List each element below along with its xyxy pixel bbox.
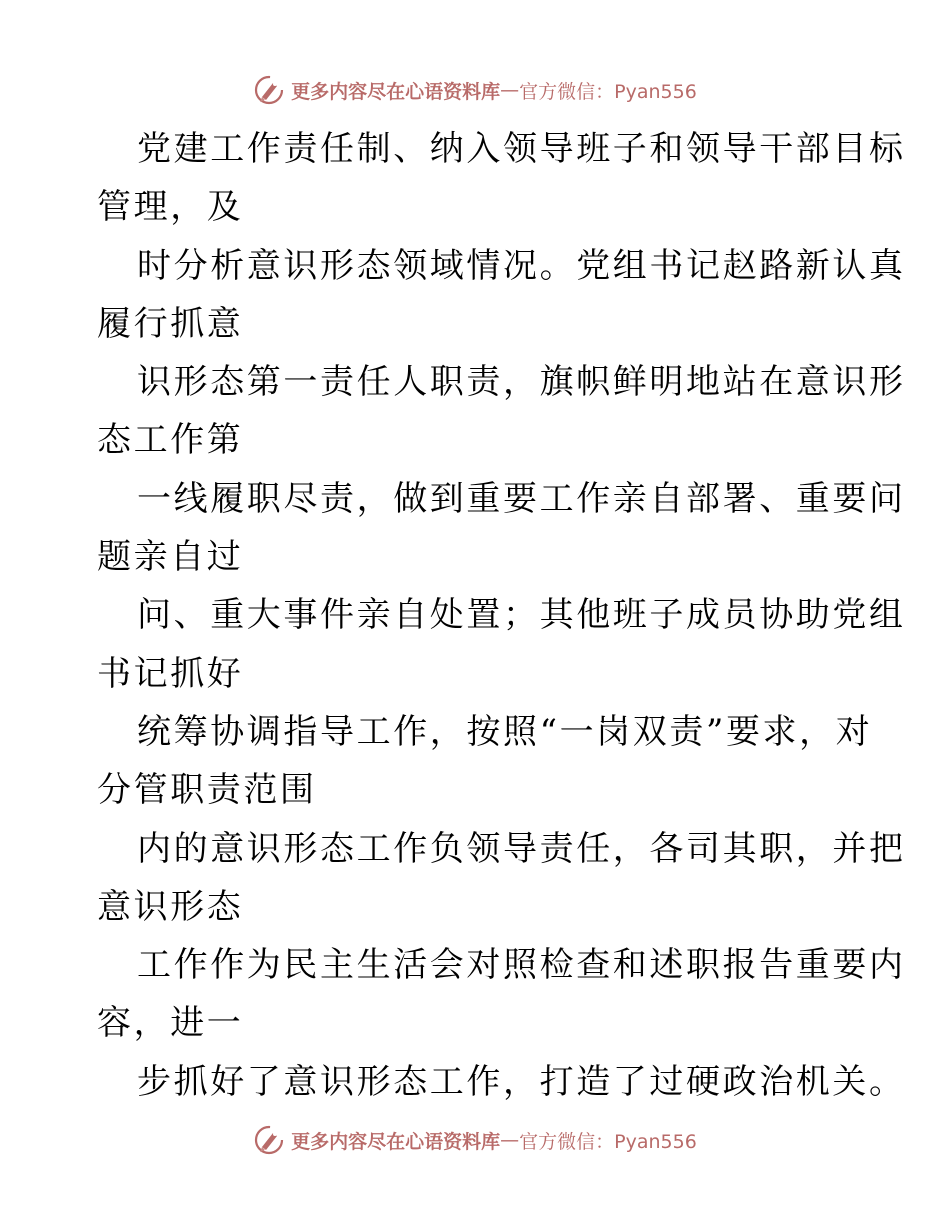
- text-line-16: 容，进一: [97, 1003, 244, 1044]
- footer-contact: 官方微信：Pyan556: [519, 1130, 697, 1153]
- text-line-10: 书记抓好: [97, 653, 244, 694]
- document-body: [97, 120, 906, 1111]
- header-contact: 官方微信：Pyan556: [519, 80, 697, 103]
- text-line-2: 管理，及: [97, 187, 244, 228]
- pen-logo-icon: [253, 1124, 285, 1156]
- text-line-12: 分管职责范围: [97, 770, 317, 811]
- text-line-6: 态工作第: [97, 420, 244, 461]
- footer-separator: —: [500, 1129, 520, 1151]
- pen-logo-icon: [253, 74, 285, 106]
- text-line-13: 内的意识形态工作负领导责任，各司其职，并把: [137, 828, 906, 869]
- text-line-3: 时分析意识形态领域情况。党组书记赵路新认真: [137, 245, 906, 286]
- footer-site-name: 更多内容尽在心语资料库: [291, 1130, 501, 1153]
- text-line-9: 问、重大事件亲自处置；其他班子成员协助党组: [137, 595, 906, 636]
- text-line-14: 意识形态: [97, 886, 244, 927]
- header-site-name: 更多内容尽在心语资料库: [291, 80, 501, 103]
- text-line-7: 一线履职尽责，做到重要工作亲自部署、重要问: [137, 478, 906, 519]
- text-line-4: 履行抓意: [97, 303, 244, 344]
- footer-watermark: [0, 1120, 950, 1160]
- header-watermark: [0, 70, 950, 110]
- text-line-17: 步抓好了意识形态工作，打造了过硬政治机关。: [137, 1061, 906, 1102]
- text-line-5: 识形态第一责任人职责，旗帜鲜明地站在意识形: [137, 362, 906, 403]
- text-line-11: 统筹协调指导工作，按照“一岗双责”要求，对: [137, 711, 873, 752]
- header-separator: —: [500, 79, 520, 101]
- text-line-15: 工作作为民主生活会对照检查和述职报告重要内: [137, 945, 906, 986]
- text-line-1: 党建工作责任制、纳入领导班子和领导干部目标: [137, 129, 906, 169]
- text-line-8: 题亲自过: [97, 537, 244, 578]
